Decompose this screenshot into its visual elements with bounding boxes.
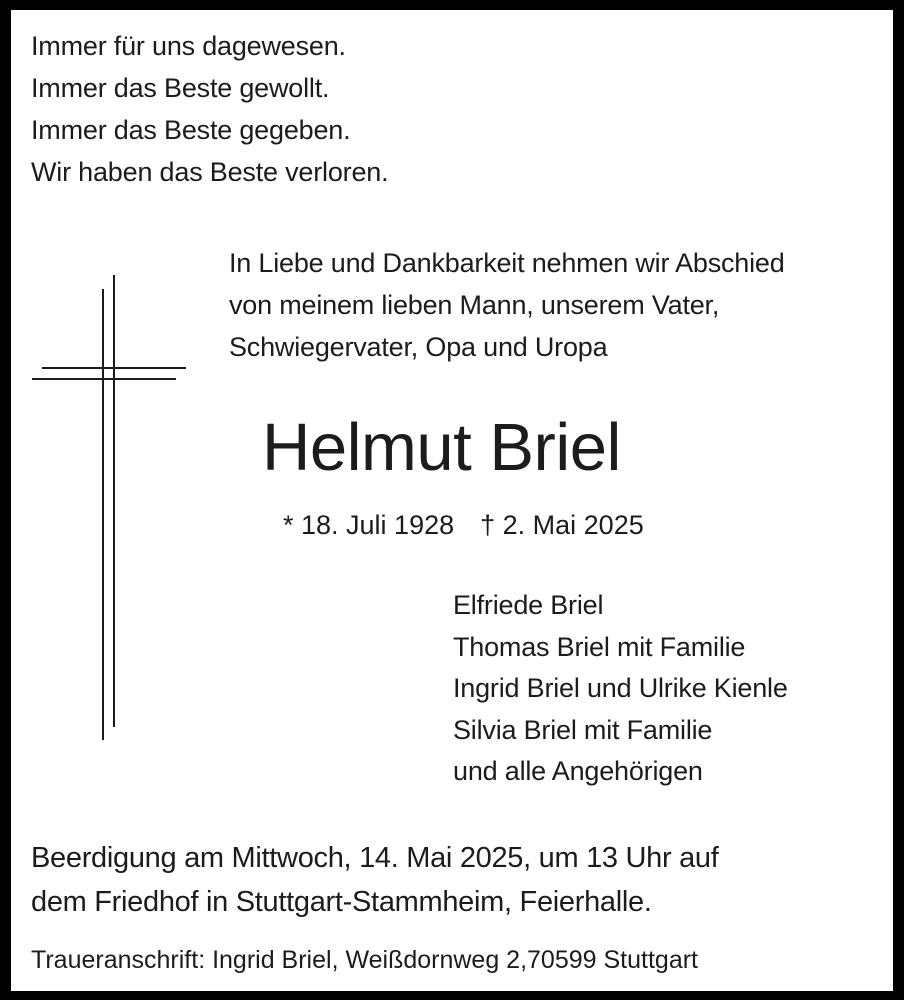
intro-line: von meinem lieben Mann, unserem Vater, (229, 290, 720, 320)
poem-line: Immer das Beste gewollt. (31, 73, 330, 103)
funeral-details (31, 836, 719, 924)
mourner-item: Thomas Briel mit Familie (453, 631, 746, 662)
funeral-line: dem Friedhof in Stuttgart-Stammheim, Feierhalle. (31, 886, 652, 918)
life-dates (283, 504, 644, 546)
funeral-line: Beerdigung am Mittwoch, 14. Mai 2025, um 13 Uhr auf (31, 842, 719, 874)
mourning-address: Traueranschrift: Ingrid Briel, Weißdornweg 2,70599 Stuttgart (31, 946, 698, 974)
birth-date: * 18. Juli 1928 (283, 510, 455, 540)
memorial-poem (31, 25, 388, 193)
deceased-name: Helmut Briel (262, 410, 621, 485)
farewell-intro (229, 242, 785, 368)
mourner-item: und alle Angehörigen (453, 756, 703, 786)
mourners-list (453, 585, 788, 793)
mourner-item: Silvia Briel mit Familie (453, 714, 713, 745)
poem-line: Immer für uns dagewesen. (31, 31, 346, 61)
intro-line: In Liebe und Dankbarkeit nehmen wir Abschied (229, 248, 785, 278)
death-date: † 2. Mai 2025 (480, 510, 644, 540)
poem-line: Immer das Beste gegeben. (31, 115, 351, 145)
cross-icon (30, 275, 190, 745)
poem-line: Wir haben das Beste verloren. (31, 157, 389, 187)
intro-line: Schwiegervater, Opa und Uropa (229, 332, 608, 362)
mourner-item: Ingrid Briel und Ulrike Kienle (453, 673, 788, 703)
mourner-item: Elfriede Briel (453, 590, 604, 620)
